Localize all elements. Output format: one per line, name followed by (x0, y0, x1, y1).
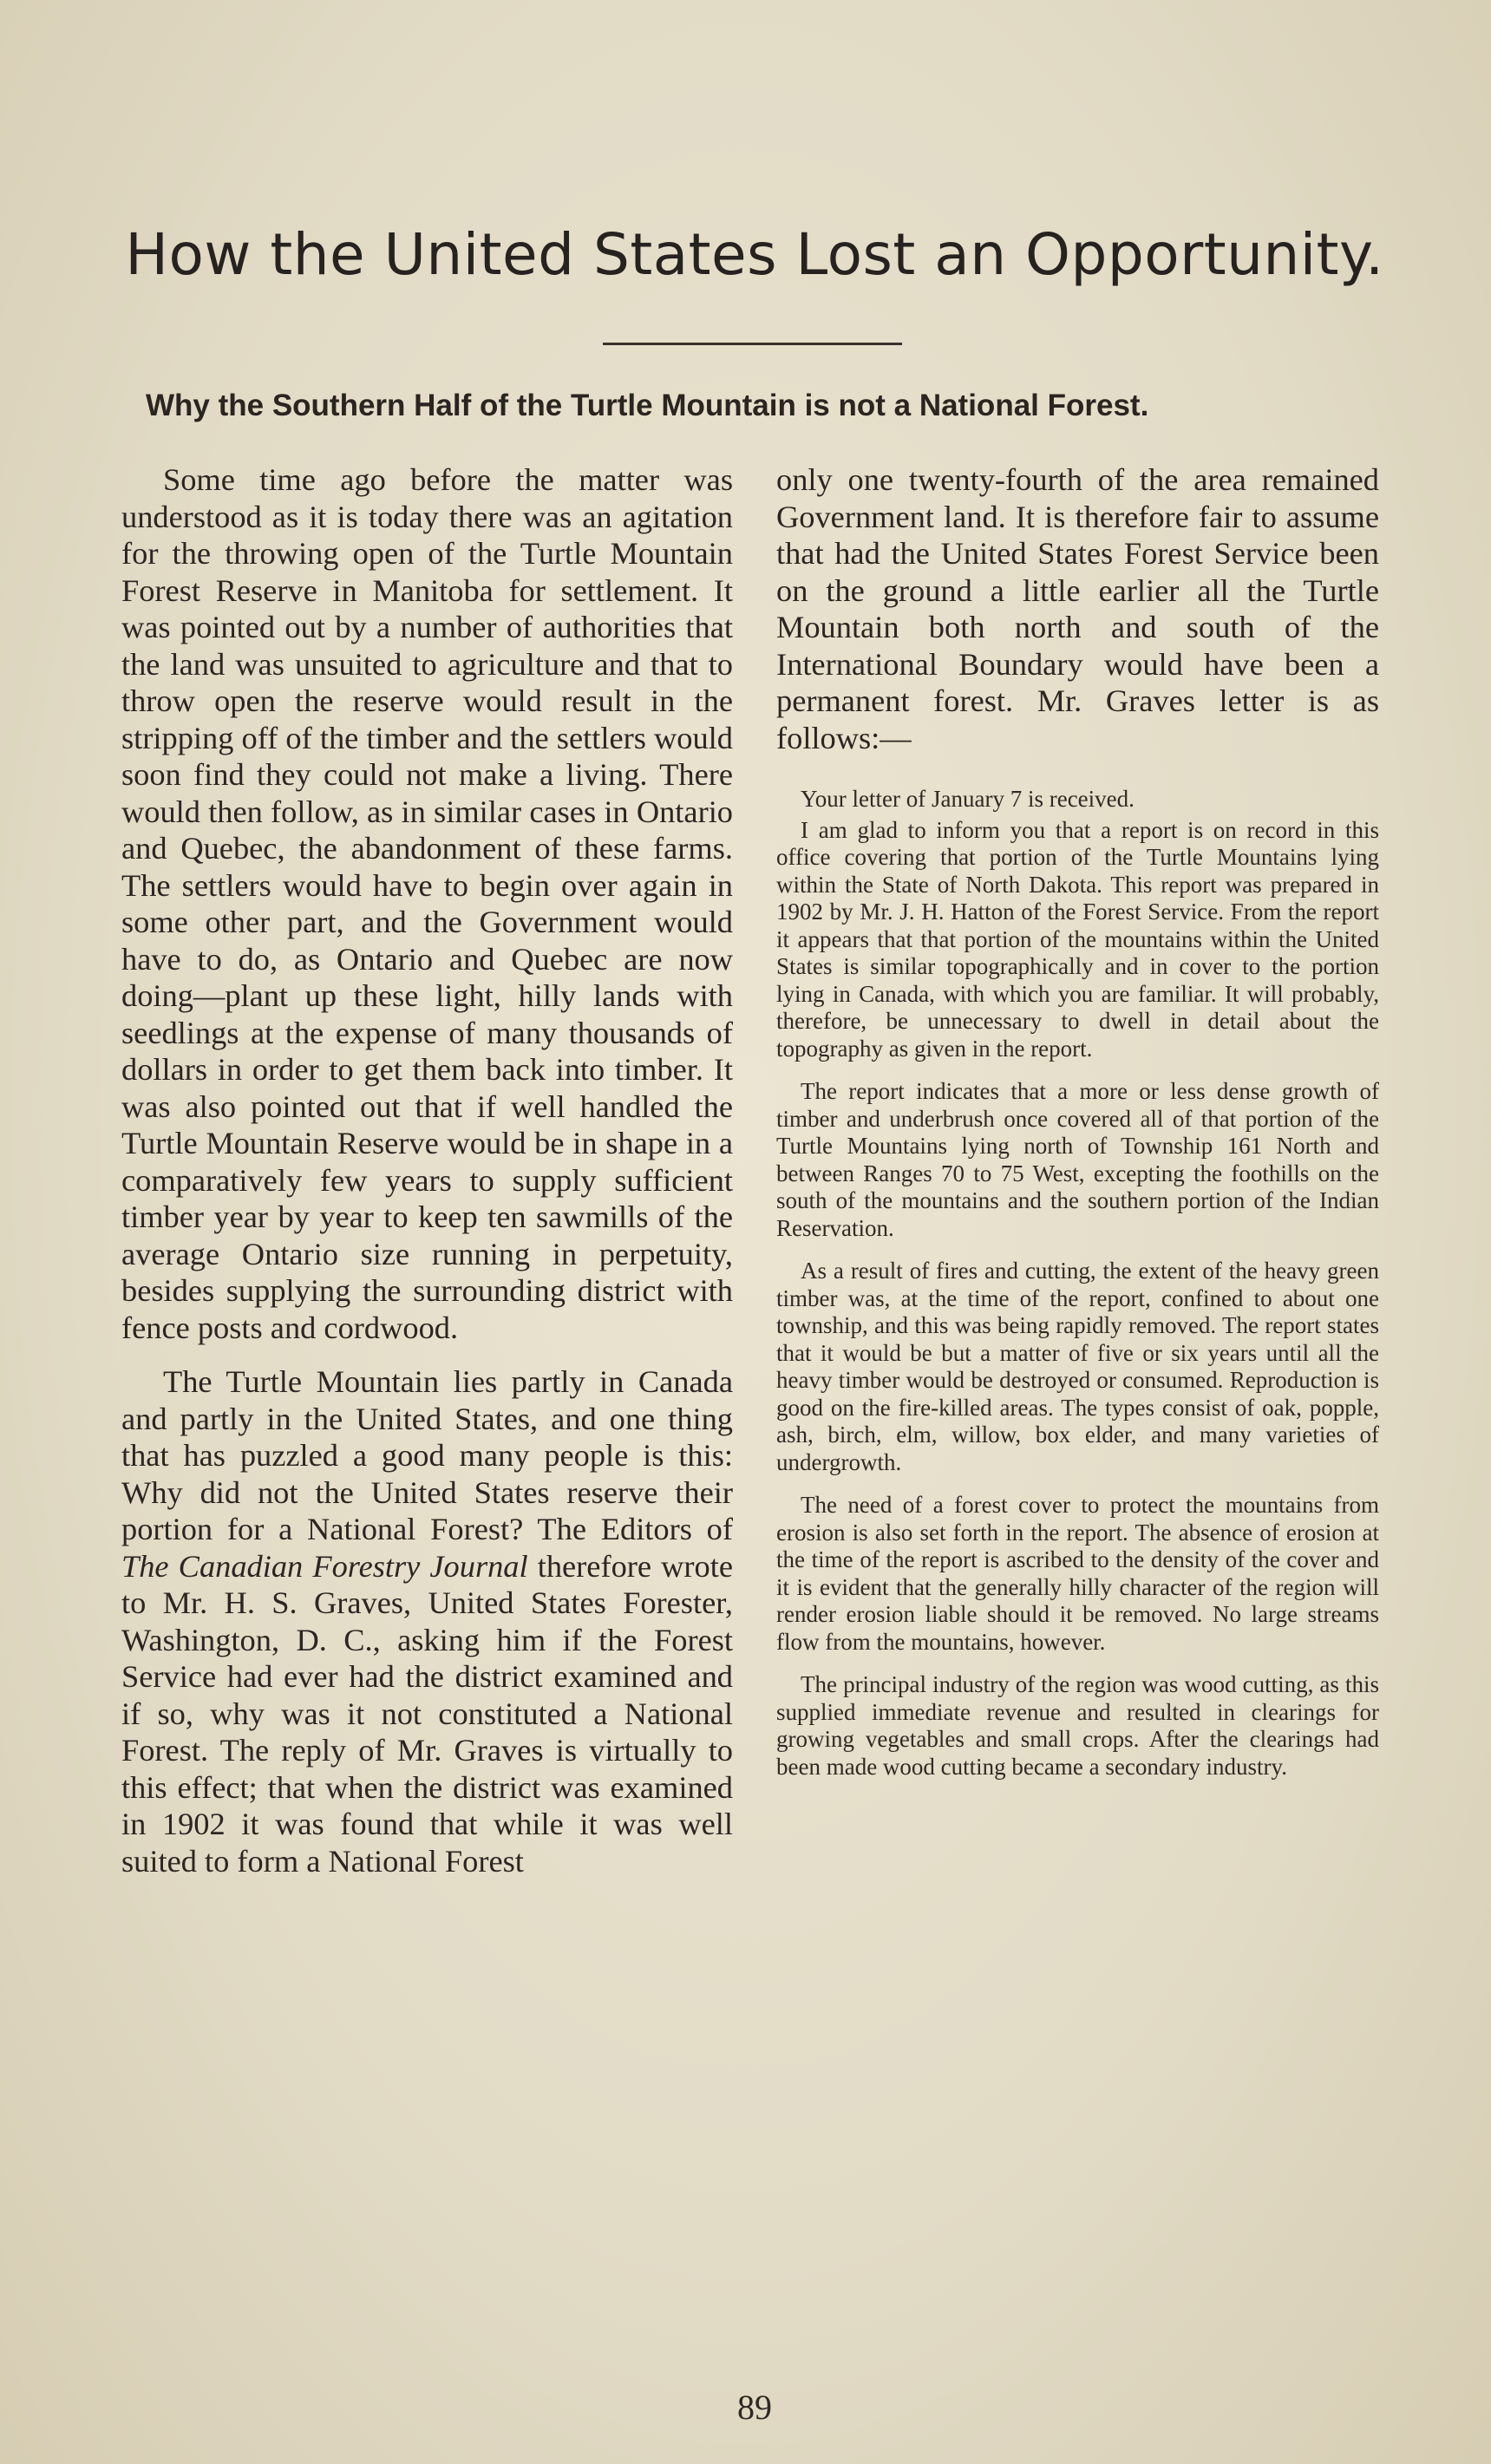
letter-paragraph-4: As a result of fires and cutting, the extent of the heavy green timber was, at the time of the report, confined to about one township, and this was being rapidly removed. The report states that it would be but a matter of five or six years until all the heavy timber would be destroyed or consumed. Reproduction is good on the fire-killed areas. The types consist of oak, popple, ash, birch, elm, willow, box elder, and many varieties of undergrowth. (776, 1258, 1379, 1475)
letter-paragraph-5: The need of a forest cover to protect the mountains from erosion is also set forth in the report. The absence of erosion at the time of the report is ascribed to the density of the cover and it is evident that the generally hilly character of the region will render erosion liable should it be removed. No large streams flow from the mountains, however. (776, 1492, 1379, 1655)
title-divider (603, 343, 902, 345)
paragraph-question-end: therefore wrote to Mr. H. S. Graves, United States Forester, Washington, D. C., asking him if the Forest Service had ever had the district examined and if so, why was it not constituted a National Forest. The reply of Mr. Graves is virtually to this effect; that when the district was examined in 1902 it was found that while it was well suited to form a National Forest (121, 1548, 733, 1879)
right-column (776, 461, 1379, 1781)
paragraph-continuation: only one twenty-fourth of the area remained Government land. It is therefore fair to assume that had the United States Forest Service been on the ground a little earlier all the Turtle Mountain both north and south of the International Boundary would have been a permanent forest. Mr. Graves letter is as follows:— (776, 462, 1379, 755)
letter-paragraph-6: The principal industry of the region was wood cutting, as this supplied immediate revenue and resulted in clearings for growing vegetables and small crops. After the clearings had been made wood cutting became a secondary industry. (776, 1671, 1379, 1780)
article-title: How the United States Lost an Opportunity. (125, 221, 1384, 288)
left-column (121, 461, 733, 1879)
paragraph-question (121, 1363, 733, 1879)
letter-paragraph-3: The report indicates that a more or less dense growth of timber and underbrush once covered all of that portion of the Turtle Mountains lying north of Township 161 North and between Ranges 70 to 75 West, excepting the foothills on the south of the mountains and the southern portion of the Indian Reservation. (776, 1078, 1379, 1241)
journal-name: The Canadian Forestry Journal (121, 1548, 528, 1584)
page-number: 89 (737, 2388, 772, 2427)
paragraph-question-start: The Turtle Mountain lies partly in Canada and partly in the United States, and one thing that has puzzled a good many people is this: Why did not the United States reserve their portion for a National Forest? The Editors of (121, 1364, 733, 1546)
paragraph-intro: Some time ago before the matter was understood as it is today there was an agitation for the throwing open of the Turtle Mountain Forest Reserve in Manitoba for settlement. It was pointed out by a number of authorities that the land was unsuited to agriculture and that to throw open the reserve would result in the stripping off of the timber and the settlers would soon find they could not make a living. There would then follow, as in similar cases in Ontario and Quebec, the abandonment of these farms. The settlers would have to begin over again in some other part, and the Government would have to do, as Ontario and Quebec are now doing—plant up these light, hilly lands with seedlings at the expense of many thousands of dollars in order to get them back into timber. It was also pointed out that if well handled the Turtle Mountain Reserve would be in shape in a comparatively few years to supply sufficient timber year by year to keep ten sawmills of the average Ontario size running in perpetuity, besides supplying the surrounding district with fence posts and cordwood. (121, 462, 733, 1345)
graves-letter (776, 786, 1379, 1781)
article-subtitle: Why the Southern Half of the Turtle Mountain is not a National Forest. (146, 389, 1149, 422)
letter-paragraph-2: I am glad to inform you that a report is on record in this office covering that portion of the Turtle Mountains lying within the State of North Dakota. This report was prepared in 1902 by Mr. J. H. Hatton of the Forest Service. From the report it appears that that portion of the mountains within the United States is similar topographically and in cover to the portion lying in Canada, with which you are familiar. It will probably, therefore, be unnecessary to dwell in detail about the topography as given in the report. (776, 816, 1379, 1062)
letter-paragraph-1: Your letter of January 7 is received. (801, 786, 1135, 812)
